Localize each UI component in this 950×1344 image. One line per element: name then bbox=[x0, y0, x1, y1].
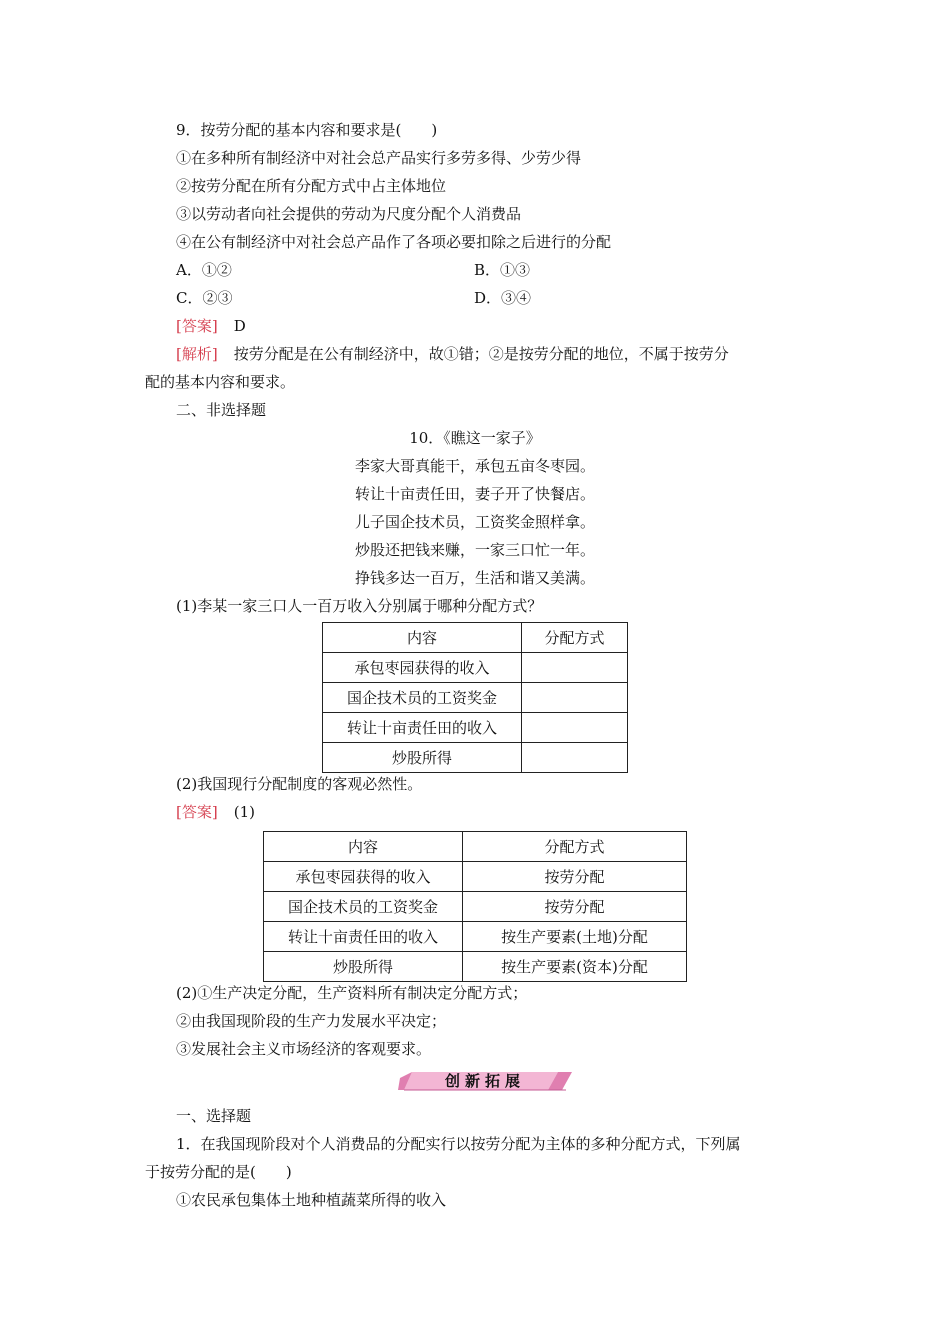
q10-answer2-line-2: ②由我国现阶段的生产力发展水平决定； bbox=[176, 1012, 447, 1030]
q9-answer: D bbox=[233, 317, 246, 335]
table-cell-method: 按生产要素(资本)分配 bbox=[463, 952, 687, 982]
table-row bbox=[264, 952, 687, 982]
q9-option-a: A．①② bbox=[176, 261, 232, 279]
banner-title: 创新拓展 bbox=[444, 1072, 525, 1090]
table-header-content: 内容 bbox=[323, 623, 522, 653]
q9-option-c: C．②③ bbox=[176, 289, 233, 307]
q9-answer-line bbox=[176, 316, 246, 336]
table-row bbox=[323, 743, 628, 773]
table-header-method: 分配方式 bbox=[463, 832, 687, 862]
table-row bbox=[323, 683, 628, 713]
answer-tag: [答案] bbox=[176, 317, 218, 335]
answer-tag: [答案] bbox=[176, 803, 218, 821]
q1-item-1: ①农民承包集体土地种植蔬菜所得的收入 bbox=[176, 1191, 447, 1209]
q9-item-1: ①在多种所有制经济中对社会总产品实行多劳多得、少劳少得 bbox=[176, 149, 582, 167]
table-cell-content: 炒股所得 bbox=[264, 952, 463, 982]
table-cell-content: 转让十亩责任田的收入 bbox=[264, 922, 463, 952]
table-row bbox=[323, 713, 628, 743]
section-title-choice: 一、选择题 bbox=[176, 1107, 252, 1125]
q9-item-2: ②按劳分配在所有分配方式中占主体地位 bbox=[176, 177, 447, 195]
table-row bbox=[323, 653, 628, 683]
q10-answer-line bbox=[176, 802, 255, 822]
table-cell-method: 按劳分配 bbox=[463, 862, 687, 892]
q10-sub2: (2)我国现行分配制度的客观必然性。 bbox=[176, 775, 423, 793]
q9-stem: 9．按劳分配的基本内容和要求是( ) bbox=[176, 121, 438, 139]
table-cell-blank bbox=[522, 743, 628, 773]
q9-option-d: D．③④ bbox=[474, 289, 532, 307]
table-row bbox=[323, 623, 628, 653]
table-cell-content: 承包枣园获得的收入 bbox=[323, 653, 522, 683]
table-cell-method: 按生产要素(土地)分配 bbox=[463, 922, 687, 952]
table-cell-content: 承包枣园获得的收入 bbox=[264, 862, 463, 892]
table-cell-blank bbox=[522, 713, 628, 743]
section-banner bbox=[398, 1068, 572, 1094]
q10-answer2-line-3: ③发展社会主义市场经济的客观要求。 bbox=[176, 1040, 432, 1058]
table-header-method: 分配方式 bbox=[522, 623, 628, 653]
table-cell-method: 按劳分配 bbox=[463, 892, 687, 922]
q10-answer-label: (1) bbox=[233, 803, 255, 821]
table-row bbox=[264, 862, 687, 892]
q9-item-3: ③以劳动者向社会提供的劳动为尺度分配个人消费品 bbox=[176, 205, 522, 223]
q9-analysis-text: 按劳分配是在公有制经济中，故①错；②是按劳分配的地位，不属于按劳分 bbox=[233, 345, 729, 363]
q10-sub1: (1)李某一家三口人一百万收入分别属于哪种分配方式？ bbox=[176, 597, 543, 615]
table-row bbox=[264, 922, 687, 952]
q10-title: 10．《瞧这一家子》 bbox=[409, 429, 541, 447]
table-row bbox=[264, 892, 687, 922]
q9-item-4: ④在公有制经济中对社会总产品作了各项必要扣除之后进行的分配 bbox=[176, 233, 612, 251]
q9-analysis-line bbox=[176, 344, 729, 364]
answer-table bbox=[263, 831, 687, 982]
table-header-content: 内容 bbox=[264, 832, 463, 862]
poem-line-3: 儿子国企技术员，工资奖金照样拿。 bbox=[354, 513, 595, 531]
poem-line-5: 挣钱多达一百万，生活和谐又美满。 bbox=[354, 569, 595, 587]
question-table bbox=[322, 622, 628, 773]
table-row bbox=[264, 832, 687, 862]
table-cell-blank bbox=[522, 653, 628, 683]
poem-line-1: 李家大哥真能干，承包五亩冬枣园。 bbox=[354, 457, 595, 475]
poem-line-2: 转让十亩责任田，妻子开了快餐店。 bbox=[354, 485, 595, 503]
q1-stem-line-1: 1．在我国现阶段对个人消费品的分配实行以按劳分配为主体的多种分配方式，下列属 bbox=[176, 1135, 741, 1153]
q9-analysis-text-2: 配的基本内容和要求。 bbox=[145, 373, 296, 391]
section-title-nonchoice: 二、非选择题 bbox=[176, 401, 267, 419]
table-cell-content: 炒股所得 bbox=[323, 743, 522, 773]
table-cell-content: 国企技术员的工资奖金 bbox=[323, 683, 522, 713]
analysis-tag: [解析] bbox=[176, 345, 218, 363]
q10-answer2-line-1: (2)①生产决定分配，生产资料所有制决定分配方式； bbox=[176, 984, 528, 1002]
q1-stem-line-2: 于按劳分配的是( ) bbox=[145, 1163, 292, 1181]
table-cell-content: 转让十亩责任田的收入 bbox=[323, 713, 522, 743]
table-cell-blank bbox=[522, 683, 628, 713]
poem-line-4: 炒股还把钱来赚，一家三口忙一年。 bbox=[354, 541, 595, 559]
q9-option-b: B．①③ bbox=[474, 261, 531, 279]
table-cell-content: 国企技术员的工资奖金 bbox=[264, 892, 463, 922]
